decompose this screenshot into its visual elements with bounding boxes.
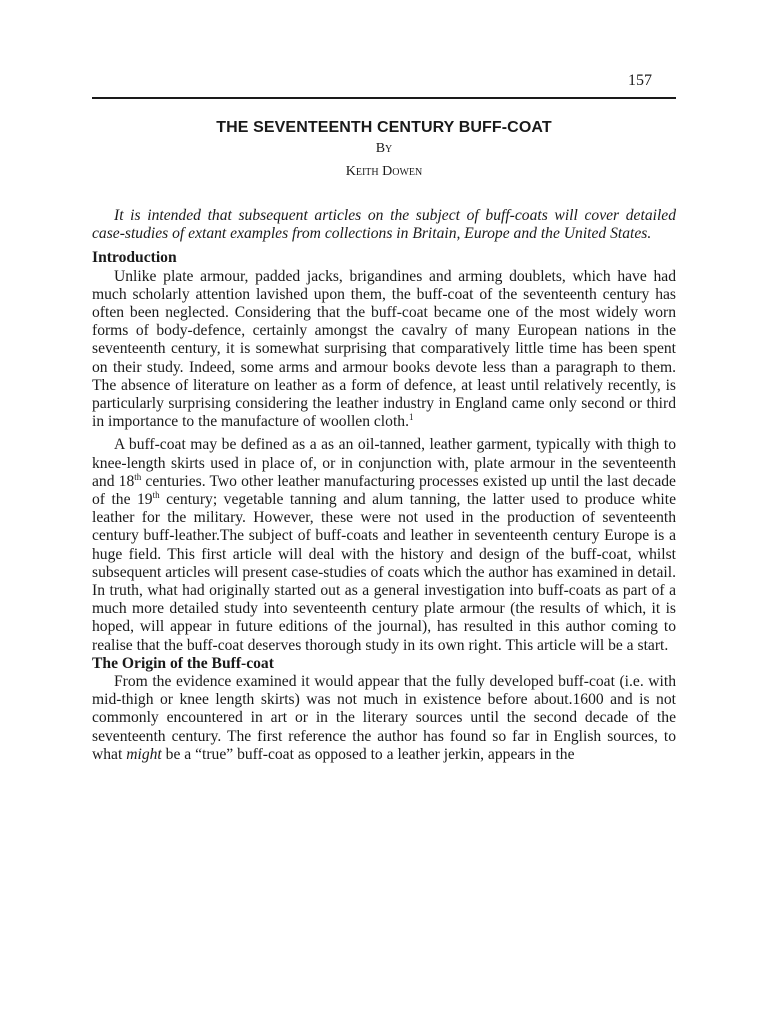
byline: By	[375, 141, 393, 156]
paragraph-introduction-2	[92, 436, 676, 654]
page-number: 157	[628, 72, 652, 89]
paragraph-text: Unlike plate armour, padded jacks, brigandines and arming doublets, which have had much scholarly attention lavished upon them, the buff-coat of the seventeenth century has often been neglected. Considering that the buff-coat became one of the most widely worn forms of body-defence, certainly amongst the cavalry of many European nations in the seventeenth century, it is somewhat surprising that comparatively little time has been spent on their study. Indeed, some arms and armour books devote less than a paragraph to them. The absence of literature on leather as a form of defence, at least until relatively recently, is particularly surprising considering the leather industry in England came only second or third in importance to the manufacture of woollen cloth.	[92, 267, 676, 431]
paragraph-text: be a “true” buff-coat as opposed to a leather jerkin, appears in the	[161, 745, 575, 763]
paragraph-text: century; vegetable tanning and alum tanning, the latter used to produce white leather for the military. However, these were not used in the production of seventeenth century buff-leather.The subject of buff-coats and leather in seventeenth century Europe is a huge field. This first article will deal with the history and design of the buff-coat, whilst subsequent articles will present case-studies of coats which the author has examined in detail. In truth, what had originally started out as a general investigation into buff-coats as part of a much more detailed study into seventeenth century plate armour (the results of which, it is hoped, will appear in future editions of the journal), has resulted in this author coming to realise that the buff-coat deserves thorough study in its own right. This article will be a start.	[92, 491, 676, 654]
intro-note: It is intended that subsequent articles on the subject of buff-coats will cover detailed case-studies of extant examples from collections in Britain, Europe and the United States.	[92, 207, 676, 243]
section-heading-introduction: Introduction	[92, 249, 177, 267]
article-title: THE SEVENTEENTH CENTURY BUFF-COAT	[216, 119, 552, 136]
article-body	[92, 207, 676, 764]
italic-word: might	[126, 745, 162, 763]
paragraph-text: centuries. Two other leather manufacturing processes existed up until the last decade of the 19	[92, 472, 676, 509]
paragraph-text: From the evidence examined it would appear that the fully developed buff-coat (i.e. with mid-thigh or knee length skirts) was not much in existence before about.1600 and is not commonly encountered in art or in the literary sources until the second decade of the seventeenth century. The first reference the author has found so far in English sources, to what	[92, 673, 676, 763]
superscript: th	[134, 471, 142, 482]
superscript: th	[152, 490, 160, 501]
paragraph-text: A buff-coat may be defined as a as an oil-tanned, leather garment, typically with thigh to knee-length skirts used in place of, or in conjunction with, plate armour in the seventeenth and 18	[92, 436, 676, 490]
header-rule	[92, 97, 676, 99]
section-heading-origin: The Origin of the Buff-coat	[92, 654, 274, 672]
author-name: Keith Dowen	[345, 164, 423, 179]
paragraph-introduction-1	[92, 268, 676, 432]
paragraph-origin-1	[92, 673, 676, 764]
footnote-ref: 1	[408, 412, 414, 423]
